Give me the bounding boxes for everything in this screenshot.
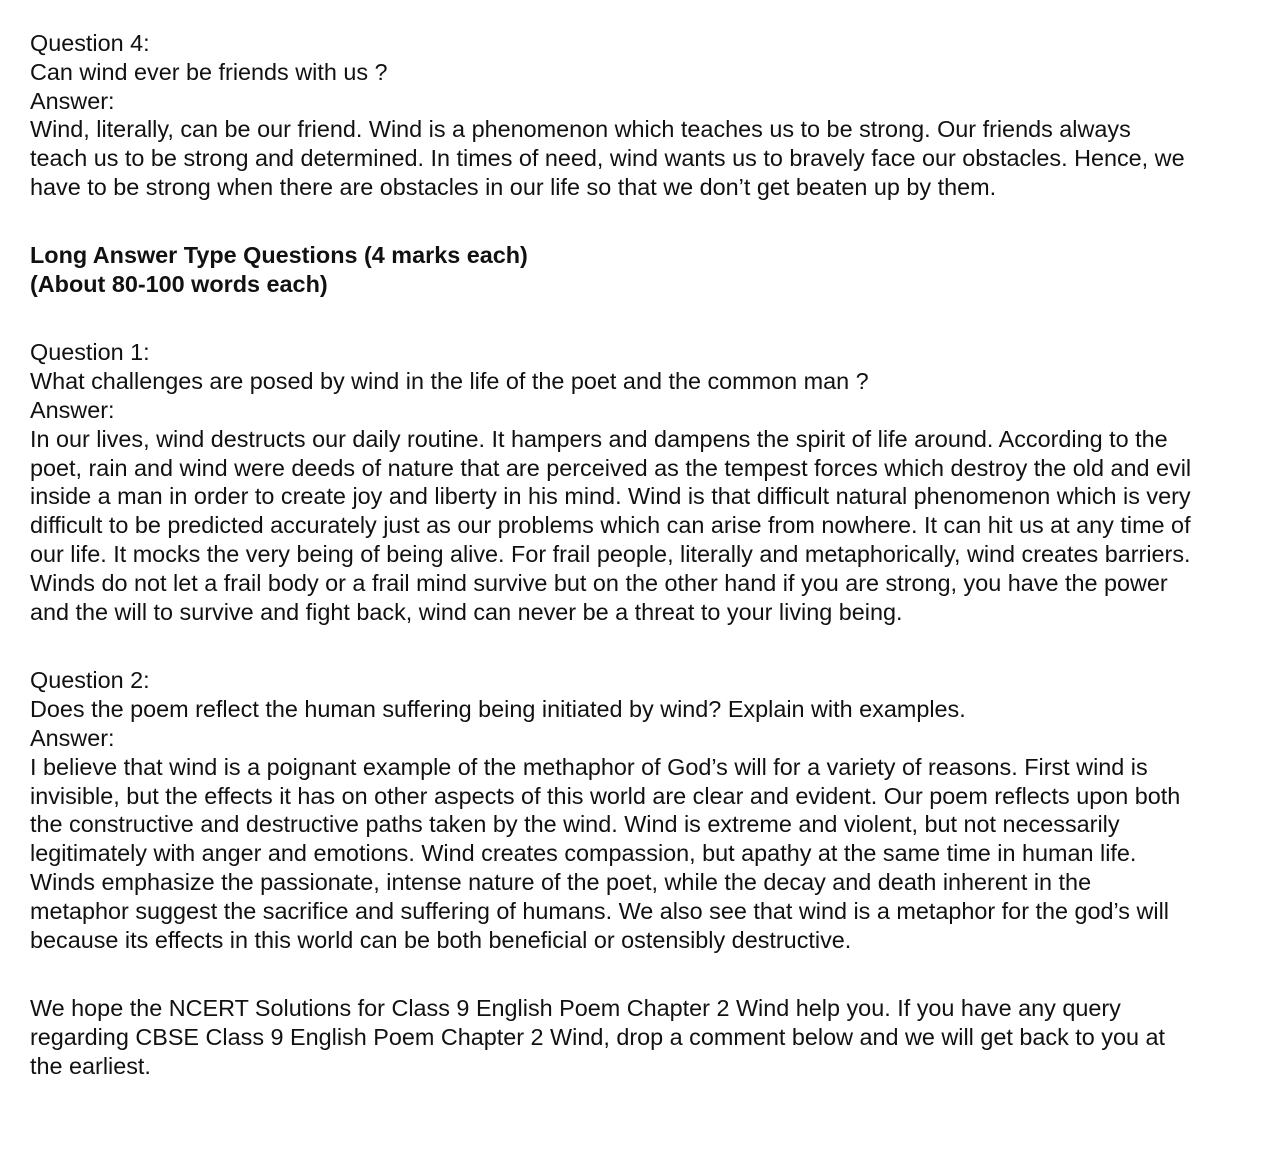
question-4-answer-label: Answer: bbox=[30, 87, 115, 114]
answer-line: inside a man in order to create joy and liberty in his mind. Wind is that difficult natural phenomenon which is very bbox=[30, 483, 1191, 510]
question-4-label: Question 4: bbox=[30, 30, 150, 56]
question-4-answer bbox=[30, 115, 1273, 201]
closing-line: regarding CBSE Class 9 English Poem Chapter 2 Wind, drop a comment below and we will get back to you at bbox=[30, 1024, 1166, 1051]
section-title: Long Answer Type Questions (4 marks each) bbox=[30, 241, 528, 268]
answer-line: the constructive and destructive paths taken by the wind. Wind is extreme and violent, but not necessarily bbox=[30, 811, 1120, 838]
answer-line: In our lives, wind destructs our daily routine. It hampers and dampens the spirit of life around. According to the bbox=[30, 425, 1168, 452]
question-2-answer-label: Answer: bbox=[30, 724, 115, 751]
question-2-block bbox=[30, 666, 1273, 954]
question-1-answer bbox=[30, 425, 1273, 627]
closing-paragraph bbox=[30, 994, 1273, 1080]
answer-line: because its effects in this world can be both beneficial or ostensibly destructive. bbox=[30, 926, 852, 953]
document-page bbox=[30, 29, 1273, 1081]
answer-line: metaphor suggest the sacrifice and suffering of humans. We also see that wind is a metaphor for the god’s will bbox=[30, 897, 1169, 924]
answer-line: invisible, but the effects it has on other aspects of this world are clear and evident. Our poem reflects upon both bbox=[30, 782, 1181, 809]
answer-line: have to be strong when there are obstacles in our life so that we don’t get beaten up by them. bbox=[30, 173, 997, 200]
answer-line: Wind, literally, can be our friend. Wind is a phenomenon which teaches us to be strong. Our friends always bbox=[30, 116, 1131, 143]
question-2-answer bbox=[30, 753, 1273, 955]
answer-line: legitimately with anger and emotions. Wind creates compassion, but apathy at the same time in human life. bbox=[30, 840, 1137, 867]
answer-line: Winds do not let a frail body or a frail mind survive but on the other hand if you are strong, you have the power bbox=[30, 569, 1168, 596]
closing-line: We hope the NCERT Solutions for Class 9 English Poem Chapter 2 Wind help you. If you have any query bbox=[30, 995, 1121, 1022]
question-1-text: What challenges are posed by wind in the life of the poet and the common man ? bbox=[30, 368, 869, 395]
closing-line: the earliest. bbox=[30, 1052, 151, 1079]
section-heading bbox=[30, 241, 1273, 299]
question-2-text: Does the poem reflect the human suffering being initiated by wind? Explain with examples. bbox=[30, 696, 966, 723]
question-4-text: Can wind ever be friends with us ? bbox=[30, 58, 388, 85]
question-1-answer-label: Answer: bbox=[30, 396, 115, 423]
question-4-block bbox=[30, 29, 1273, 202]
answer-line: difficult to be predicted accurately just as our problems which can arise from nowhere. It can hit us at any time of bbox=[30, 512, 1191, 539]
answer-line: teach us to be strong and determined. In times of need, wind wants us to bravely face our obstacles. Hence, we bbox=[30, 145, 1185, 172]
answer-line: our life. It mocks the very being of being alive. For frail people, literally and metaphorically, wind creates barriers. bbox=[30, 540, 1191, 567]
section-subtitle: (About 80-100 words each) bbox=[30, 270, 328, 297]
answer-line: and the will to survive and fight back, wind can never be a threat to your living being. bbox=[30, 598, 903, 625]
answer-line: I believe that wind is a poignant example of the methaphor of God’s will for a variety of reasons. First wind is bbox=[30, 753, 1148, 780]
answer-line: poet, rain and wind were deeds of nature that are perceived as the tempest forces which destroy the old and evil bbox=[30, 454, 1192, 481]
question-1-block bbox=[30, 338, 1273, 626]
question-2-label: Question 2: bbox=[30, 667, 150, 694]
answer-line: Winds emphasize the passionate, intense nature of the poet, while the decay and death inherent in the bbox=[30, 868, 1092, 895]
question-1-label: Question 1: bbox=[30, 339, 150, 366]
